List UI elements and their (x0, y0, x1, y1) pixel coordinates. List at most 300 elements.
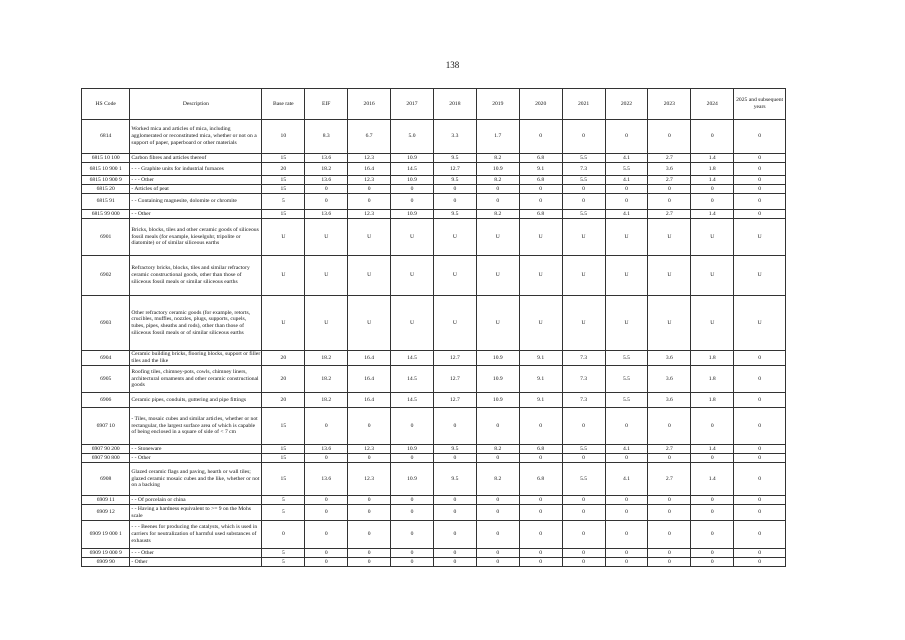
rate-cell: 0 (691, 454, 734, 463)
rate-cell: 12.7 (433, 351, 476, 366)
rate-cell: 0 (519, 120, 562, 154)
rate-cell: 0 (691, 120, 734, 154)
description-cell: Ceramic pipes, conduits, guttering and pipe fittings (130, 393, 262, 408)
rate-cell: 0 (562, 408, 605, 445)
table-row (82, 521, 786, 549)
rate-cell: 12.7 (433, 393, 476, 408)
hs-code-cell: 6908 (82, 463, 130, 496)
rate-cell: 0 (262, 521, 305, 549)
rate-cell: 0 (391, 496, 434, 505)
rate-cell: 15 (262, 463, 305, 496)
rate-cell: 0 (734, 351, 786, 366)
rate-cell: U (605, 219, 648, 256)
rate-cell: 5 (262, 558, 305, 567)
description-cell: Roofing tiles, chimney-pots, cowls, chimney liners, architectural ornaments and other ceramic constructional goods (130, 366, 262, 393)
rate-cell: 12.7 (433, 163, 476, 176)
table-row (82, 366, 786, 393)
rate-cell: U (648, 296, 691, 351)
rate-cell: 20 (262, 366, 305, 393)
rate-cell: 0 (433, 496, 476, 505)
rate-cell: 13.6 (305, 210, 348, 219)
rate-cell: 0 (519, 408, 562, 445)
rate-cell: U (691, 219, 734, 256)
rate-cell: 14.5 (391, 393, 434, 408)
rate-cell: 0 (691, 408, 734, 445)
table-row (82, 454, 786, 463)
rate-cell: 0 (391, 549, 434, 558)
rate-cell: 10 (262, 120, 305, 154)
rate-cell: 12.3 (348, 154, 391, 163)
rate-cell: 15 (262, 176, 305, 185)
rate-cell: 0 (734, 393, 786, 408)
rate-cell: 1.8 (691, 163, 734, 176)
rate-cell: 12.3 (348, 445, 391, 454)
rate-cell: 0 (648, 521, 691, 549)
rate-cell: 0 (391, 408, 434, 445)
rate-cell: 12.7 (433, 366, 476, 393)
rate-cell: 5.5 (562, 154, 605, 163)
rate-cell: 7.3 (562, 163, 605, 176)
rate-cell: U (262, 219, 305, 256)
rate-cell: 0 (391, 521, 434, 549)
rate-cell: 0 (691, 505, 734, 521)
rate-cell: U (691, 296, 734, 351)
rate-cell: 5.5 (562, 445, 605, 454)
rate-cell: 1.8 (691, 351, 734, 366)
hs-code-cell: 6909 12 (82, 505, 130, 521)
rate-cell: 0 (605, 408, 648, 445)
rate-cell: 0 (519, 496, 562, 505)
rate-cell: 0 (562, 496, 605, 505)
rate-cell: 0 (348, 549, 391, 558)
hs-code-cell: 6909 19 000 9 (82, 549, 130, 558)
description-cell: - - Other (130, 210, 262, 219)
description-cell: Ceramic building bricks, flooring blocks, support or filler tiles and the like (131, 351, 261, 364)
table-row (82, 194, 786, 210)
hs-code-cell: 6906 (82, 393, 130, 408)
rate-cell: 0 (305, 454, 348, 463)
hs-code-cell: 6902 (82, 256, 130, 296)
rate-cell: 8.2 (476, 210, 519, 219)
tariff-schedule-table (81, 88, 786, 567)
page-number: 138 (445, 60, 460, 70)
rate-cell: 2.7 (648, 463, 691, 496)
rate-cell: 20 (262, 163, 305, 176)
rate-cell: 9.1 (519, 393, 562, 408)
rate-cell: 4.1 (605, 463, 648, 496)
description-cell: - Other (130, 558, 262, 567)
rate-cell: 0 (734, 120, 786, 154)
rate-cell: 5 (262, 549, 305, 558)
rate-cell: 9.1 (519, 163, 562, 176)
rate-cell: 14.5 (391, 366, 434, 393)
rate-cell: 0 (734, 558, 786, 567)
description-cell: Other refractory ceramic goods (for example, retorts, crucibles, muffles, nozzles, plugs, supports, cupels, tubes, pipes, sheaths and rods), other than those of siliceous fossil meals or of similar siliceous earths (130, 296, 262, 351)
rate-cell: 6.7 (348, 120, 391, 154)
rate-cell: 0 (562, 521, 605, 549)
description-cell: - - - Other (130, 549, 262, 558)
rate-cell: 10.9 (391, 445, 434, 454)
rate-cell: 0 (648, 549, 691, 558)
rate-cell: 13.6 (305, 176, 348, 185)
rate-cell: 18.2 (305, 163, 348, 176)
rate-cell: 7.3 (562, 393, 605, 408)
rate-cell: 0 (305, 558, 348, 567)
header-2021: 2021 (562, 89, 605, 120)
rate-cell: 16.4 (348, 163, 391, 176)
rate-cell: 0 (519, 454, 562, 463)
rate-cell: U (262, 256, 305, 296)
table-body (82, 120, 786, 567)
rate-cell: 6.8 (519, 210, 562, 219)
hs-code-cell: 6905 (82, 366, 130, 393)
rate-cell: 8.2 (476, 463, 519, 496)
rate-cell: 3.3 (433, 120, 476, 154)
rate-cell: 6.8 (519, 176, 562, 185)
rate-cell: 5 (262, 194, 305, 210)
rate-cell: U (348, 256, 391, 296)
table-row (82, 463, 786, 496)
rate-cell: 0 (734, 496, 786, 505)
rate-cell: U (605, 296, 648, 351)
rate-cell: 1.4 (691, 176, 734, 185)
rate-cell: 0 (305, 505, 348, 521)
rate-cell: U (648, 219, 691, 256)
rate-cell: U (348, 219, 391, 256)
rate-cell: 5.5 (605, 351, 648, 366)
table-row (82, 496, 786, 505)
rate-cell: 4.1 (605, 445, 648, 454)
rate-cell: 1.4 (691, 445, 734, 454)
header-2025-and-subsequent: 2025 and subsequent years (734, 89, 786, 120)
table-row (82, 505, 786, 521)
rate-cell: 5.5 (562, 463, 605, 496)
rate-cell: 20 (262, 393, 305, 408)
rate-cell: 0 (691, 558, 734, 567)
rate-cell: 0 (476, 454, 519, 463)
rate-cell: 0 (433, 558, 476, 567)
description-cell: - - - Beenes for producing the catalysts, which is used in carriers for neutralization of harmful used substances of exhausts (130, 521, 262, 549)
rate-cell: U (648, 256, 691, 296)
rate-cell: 16.4 (348, 393, 391, 408)
rate-cell: 2.7 (648, 445, 691, 454)
rate-cell: 9.5 (433, 176, 476, 185)
rate-cell: 10.9 (476, 366, 519, 393)
rate-cell: 15 (262, 154, 305, 163)
rate-cell: 0 (476, 521, 519, 549)
rate-cell: 12.3 (348, 210, 391, 219)
rate-cell: U (519, 256, 562, 296)
rate-cell: 0 (562, 558, 605, 567)
rate-cell: 0 (305, 408, 348, 445)
rate-cell: 0 (648, 194, 691, 210)
rate-cell: 10.9 (391, 210, 434, 219)
rate-cell: 2.7 (648, 154, 691, 163)
rate-cell: 16.4 (348, 351, 391, 366)
rate-cell: 0 (433, 505, 476, 521)
rate-cell: U (562, 219, 605, 256)
rate-cell: U (348, 296, 391, 351)
hs-code-cell: 6907 90 800 (82, 454, 130, 463)
rate-cell: 14.5 (391, 163, 434, 176)
rate-cell: 9.1 (519, 351, 562, 366)
rate-cell: U (391, 219, 434, 256)
rate-cell: 1.4 (691, 463, 734, 496)
rate-cell: 0 (734, 549, 786, 558)
rate-cell: 0 (519, 549, 562, 558)
description-cell: Refractory bricks, blocks, tiles and similar refractory ceramic constructional goods, other than those of siliceous fossil meals or similar siliceous earths (130, 256, 262, 296)
rate-cell: 0 (476, 558, 519, 567)
rate-cell: U (562, 296, 605, 351)
rate-cell: 8.2 (476, 445, 519, 454)
table-row (82, 163, 786, 176)
rate-cell: 13.6 (305, 463, 348, 496)
description-cell: - - Of porcelain or china (130, 496, 262, 505)
rate-cell: 0 (348, 454, 391, 463)
rate-cell: 0 (605, 505, 648, 521)
description-cell: Glazed ceramic flags and paving, hearth or wall tiles; glazed ceramic mosaic cubes and the like, whether or not on a backing (130, 463, 262, 496)
description-cell: - Tiles, mosaic cubes and similar articles, whether or not rectangular, the largest surface area of which is capable of being enclosed in a square of side of < 7 cm (130, 408, 262, 445)
header-2017: 2017 (391, 89, 434, 120)
rate-cell: 0 (691, 185, 734, 194)
rate-cell: 0 (433, 549, 476, 558)
table-row (82, 558, 786, 567)
rate-cell: 5.5 (562, 210, 605, 219)
rate-cell: 5 (262, 505, 305, 521)
rate-cell: 0 (648, 558, 691, 567)
rate-cell: 0 (691, 496, 734, 505)
rate-cell: 4.1 (605, 154, 648, 163)
rate-cell: 0 (391, 454, 434, 463)
rate-cell: 13.6 (305, 445, 348, 454)
rate-cell: 3.6 (648, 366, 691, 393)
rate-cell: 0 (605, 454, 648, 463)
rate-cell: 0 (648, 454, 691, 463)
rate-cell: U (433, 296, 476, 351)
rate-cell: 0 (562, 120, 605, 154)
rate-cell: 0 (391, 558, 434, 567)
rate-cell: 0 (476, 496, 519, 505)
rate-cell: 4.1 (605, 210, 648, 219)
rate-cell: 0 (562, 454, 605, 463)
description-cell: - Articles of peat (130, 185, 262, 194)
description-cell: - - Stoneware (130, 445, 262, 454)
rate-cell: 12.3 (348, 463, 391, 496)
rate-cell: 5.5 (562, 176, 605, 185)
rate-cell: 0 (562, 185, 605, 194)
rate-cell: 3.6 (648, 351, 691, 366)
rate-cell: 0 (433, 408, 476, 445)
rate-cell: 16.4 (348, 366, 391, 393)
rate-cell: 0 (734, 366, 786, 393)
rate-cell: 18.2 (305, 366, 348, 393)
rate-cell: 0 (605, 496, 648, 505)
rate-cell: U (691, 256, 734, 296)
rate-cell: 0 (391, 185, 434, 194)
rate-cell: 0 (305, 496, 348, 505)
description-cell: Worked mica and articles of mica, including agglomerated or reconstituted mica, whether or not on a support of paper, paperboard or other materials (130, 120, 262, 154)
description-cell: Carbon fibres and articles thereof (130, 154, 262, 163)
hs-code-cell: 6907 90 200 (82, 445, 130, 454)
rate-cell: U (476, 296, 519, 351)
table-row (82, 351, 786, 366)
header-hs-code: HS Code (82, 89, 130, 120)
rate-cell: 0 (348, 521, 391, 549)
description-cell: - - Containing magnesite, dolomite or chromite (130, 194, 262, 210)
rate-cell: 0 (305, 549, 348, 558)
description-cell: Bricks, blocks, tiles and other ceramic goods of siliceous fossil meals (for example, kieselguhr, tripolite or diatomite) or of similar siliceous earths (130, 219, 262, 256)
description-cell: - - - Other (130, 176, 262, 185)
rate-cell: 12.3 (348, 176, 391, 185)
rate-cell: U (734, 296, 786, 351)
rate-cell: 0 (519, 194, 562, 210)
description-cell: - - - Graphite units for industrial furnaces (130, 163, 262, 176)
rate-cell: 0 (433, 194, 476, 210)
table-row (82, 296, 786, 351)
rate-cell: U (262, 296, 305, 351)
rate-cell: 0 (734, 445, 786, 454)
rate-cell: U (391, 256, 434, 296)
rate-cell: 15 (262, 185, 305, 194)
rate-cell: U (305, 256, 348, 296)
hs-code-cell: 6815 99 000 (82, 210, 130, 219)
rate-cell: 8.2 (476, 154, 519, 163)
rate-cell: U (476, 219, 519, 256)
rate-cell: 0 (476, 505, 519, 521)
rate-cell: 0 (734, 505, 786, 521)
rate-cell: 3.6 (648, 163, 691, 176)
rate-cell: U (519, 296, 562, 351)
rate-cell: 10.9 (391, 154, 434, 163)
table-row (82, 176, 786, 185)
rate-cell: 0 (734, 463, 786, 496)
header-eif: EIF (305, 89, 348, 120)
rate-cell: 10.9 (476, 163, 519, 176)
rate-cell: 0 (605, 558, 648, 567)
rate-cell: U (562, 256, 605, 296)
rate-cell: 0 (391, 194, 434, 210)
rate-cell: 5.5 (605, 163, 648, 176)
hs-code-cell: 6903 (82, 296, 130, 351)
rate-cell: 0 (476, 194, 519, 210)
table-row (82, 210, 786, 219)
rate-cell: 9.5 (433, 210, 476, 219)
rate-cell: 18.2 (305, 393, 348, 408)
table-row (82, 120, 786, 154)
rate-cell: 9.5 (433, 154, 476, 163)
rate-cell: 0 (691, 549, 734, 558)
rate-cell: 0 (562, 505, 605, 521)
rate-cell: 0 (305, 194, 348, 210)
hs-code-cell: 6909 19 000 1 (82, 521, 130, 549)
rate-cell: 0 (648, 408, 691, 445)
rate-cell: 0 (648, 505, 691, 521)
rate-cell: 0 (691, 521, 734, 549)
rate-cell: 0 (734, 454, 786, 463)
header-row (82, 89, 786, 120)
rate-cell: 0 (348, 558, 391, 567)
rate-cell: 6.8 (519, 154, 562, 163)
rate-cell: 2.7 (648, 210, 691, 219)
rate-cell: 1.8 (691, 366, 734, 393)
rate-cell: 0 (605, 120, 648, 154)
table-row (82, 185, 786, 194)
rate-cell: 0 (519, 558, 562, 567)
header-2020: 2020 (519, 89, 562, 120)
hs-code-cell: 6909 90 (82, 558, 130, 567)
rate-cell: 8.2 (476, 176, 519, 185)
rate-cell: 0 (734, 210, 786, 219)
table-row (82, 445, 786, 454)
rate-cell: U (391, 296, 434, 351)
rate-cell: 0 (433, 454, 476, 463)
hs-code-cell: 6909 11 (82, 496, 130, 505)
table-row (82, 219, 786, 256)
rate-cell: 0 (734, 521, 786, 549)
rate-cell: 0 (476, 408, 519, 445)
rate-cell: 10.9 (391, 463, 434, 496)
table-row (82, 393, 786, 408)
rate-cell: 0 (348, 496, 391, 505)
rate-cell: 0 (605, 521, 648, 549)
rate-cell: 14.5 (391, 351, 434, 366)
rate-cell: 7.3 (562, 351, 605, 366)
description-cell: - - Other (130, 454, 262, 463)
rate-cell: 0 (519, 185, 562, 194)
rate-cell: 0 (348, 185, 391, 194)
rate-cell: 15 (262, 408, 305, 445)
rate-cell: 0 (648, 185, 691, 194)
rate-cell: 0 (648, 120, 691, 154)
hs-code-cell: 6814 (82, 120, 130, 154)
rate-cell: 7.3 (562, 366, 605, 393)
hs-code-cell: 6815 10 900 9 (82, 176, 130, 185)
rate-cell: 5.0 (391, 120, 434, 154)
rate-cell: U (605, 256, 648, 296)
rate-cell: 0 (734, 163, 786, 176)
table-row (82, 154, 786, 163)
rate-cell: U (476, 256, 519, 296)
rate-cell: 5 (262, 496, 305, 505)
rate-cell: 0 (476, 549, 519, 558)
rate-cell: U (519, 219, 562, 256)
hs-code-cell: 6815 10 100 (82, 154, 130, 163)
rate-cell: 0 (605, 549, 648, 558)
rate-cell: 2.7 (648, 176, 691, 185)
header-2023: 2023 (648, 89, 691, 120)
rate-cell: 1.4 (691, 154, 734, 163)
rate-cell: U (433, 219, 476, 256)
rate-cell: 10.9 (476, 351, 519, 366)
hs-code-cell: 6815 20 (82, 185, 130, 194)
rate-cell: 0 (519, 521, 562, 549)
rate-cell: 0 (519, 505, 562, 521)
rate-cell: 9.1 (519, 366, 562, 393)
rate-cell: 15 (262, 210, 305, 219)
rate-cell: 4.1 (605, 176, 648, 185)
rate-cell: 0 (605, 194, 648, 210)
rate-cell: 13.6 (305, 154, 348, 163)
header-2022: 2022 (605, 89, 648, 120)
rate-cell: 15 (262, 454, 305, 463)
header-2016: 2016 (348, 89, 391, 120)
rate-cell: 0 (734, 194, 786, 210)
header-2019: 2019 (476, 89, 519, 120)
rate-cell: 0 (433, 185, 476, 194)
rate-cell: 0 (305, 185, 348, 194)
rate-cell: 0 (734, 176, 786, 185)
rate-cell: 0 (305, 521, 348, 549)
